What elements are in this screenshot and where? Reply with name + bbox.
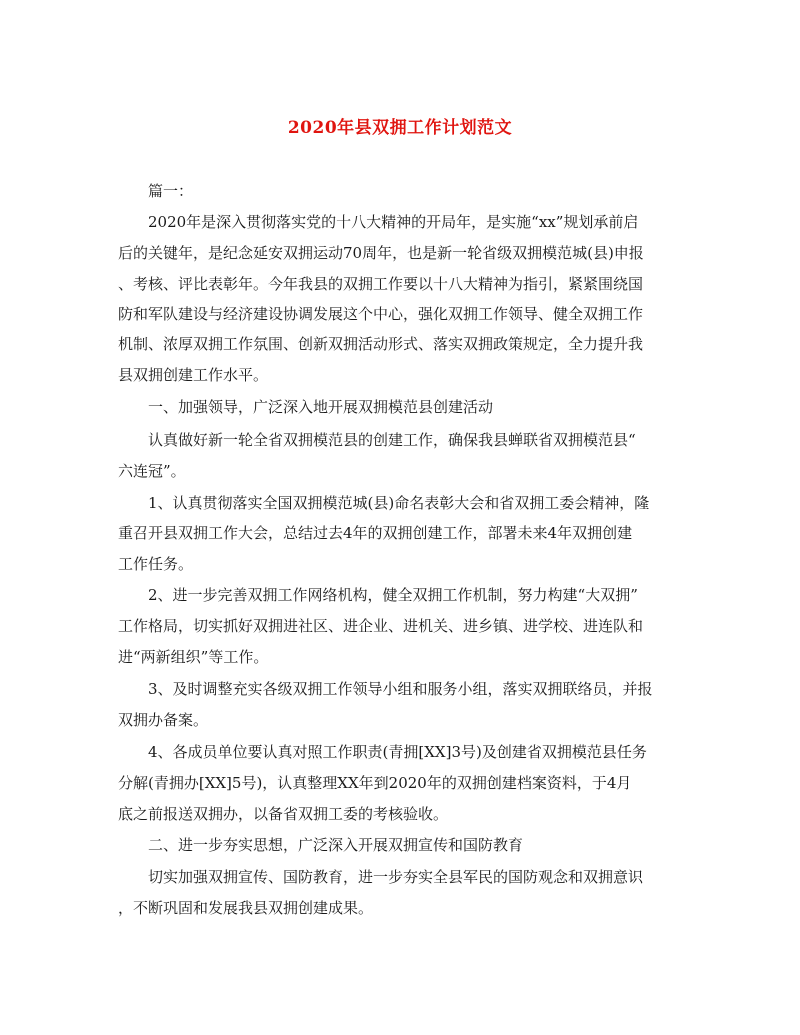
text-line: 县双拥创建工作水平。 [118, 366, 269, 384]
text-line: 2020年是深入贯彻落实党的十八大精神的开局年，是实施“xx”规划承前启 [148, 213, 639, 231]
text-line: 分解(青拥办[XX]5号)，认真整理XX年到2020年的双拥创建档案资料，于4月 [118, 774, 632, 792]
text-line: 篇一： [148, 182, 194, 200]
text-line: 六连冠”。 [118, 462, 186, 480]
text-line: 机制、浓厚双拥工作氛围、创新双拥活动形式、落实双拥政策规定，全力提升我 [118, 335, 644, 353]
text-line: 4、各成员单位要认真对照工作职责(青拥[XX]3号)及创建省双拥模范县任务 [148, 743, 647, 761]
text-line: 二、进一步夯实思想，广泛深入开展双拥宣传和国防教育 [148, 836, 524, 854]
text-line: 认真做好新一轮全省双拥模范县的创建工作，确保我县蝉联省双拥模范县“ [148, 431, 636, 449]
text-line: 底之前报送双拥办，以备省双拥工委的考核验收。 [118, 805, 449, 823]
text-line: 一、加强领导，广泛深入地开展双拥模范县创建活动 [148, 398, 494, 416]
text-line: 3、及时调整充实各级双拥工作领导小组和服务小组，落实双拥联络员，并报 [148, 680, 653, 698]
text-line: 工作格局，切实抓好双拥进社区、进企业、进机关、进乡镇、进学校、进连队和 [118, 617, 644, 635]
document-title: 2020年县双拥工作计划范文 [287, 118, 513, 138]
text-line: 切实加强双拥宣传、国防教育，进一步夯实全县军民的国防观念和双拥意识 [148, 868, 644, 886]
text-line: 1、认真贯彻落实全国双拥模范城(县)命名表彰大会和省双拥工委会精神，隆 [148, 494, 650, 512]
text-line: 2、进一步完善双拥工作网络机构，健全双拥工作机制，努力构建“大双拥” [148, 586, 638, 604]
text-line: ，不断巩固和发展我县双拥创建成果。 [118, 899, 374, 917]
text-line: 、考核、评比表彰年。今年我县的双拥工作要以十八大精神为指引，紧紧围绕国 [118, 275, 644, 293]
text-line: 重召开县双拥工作大会，总结过去4年的双拥创建工作，部署未来4年双拥创建 [118, 524, 633, 542]
text-line: 防和军队建设与经济建设协调发展这个中心，强化双拥工作领导、健全双拥工作 [118, 305, 644, 323]
text-line: 进“两新组织”等工作。 [118, 648, 269, 666]
text-line: 工作任务。 [118, 555, 194, 573]
text-line: 双拥办备案。 [118, 711, 209, 729]
text-line: 后的关键年，是纪念延安双拥运动70周年，也是新一轮省级双拥模范城(县)申报 [118, 244, 644, 262]
